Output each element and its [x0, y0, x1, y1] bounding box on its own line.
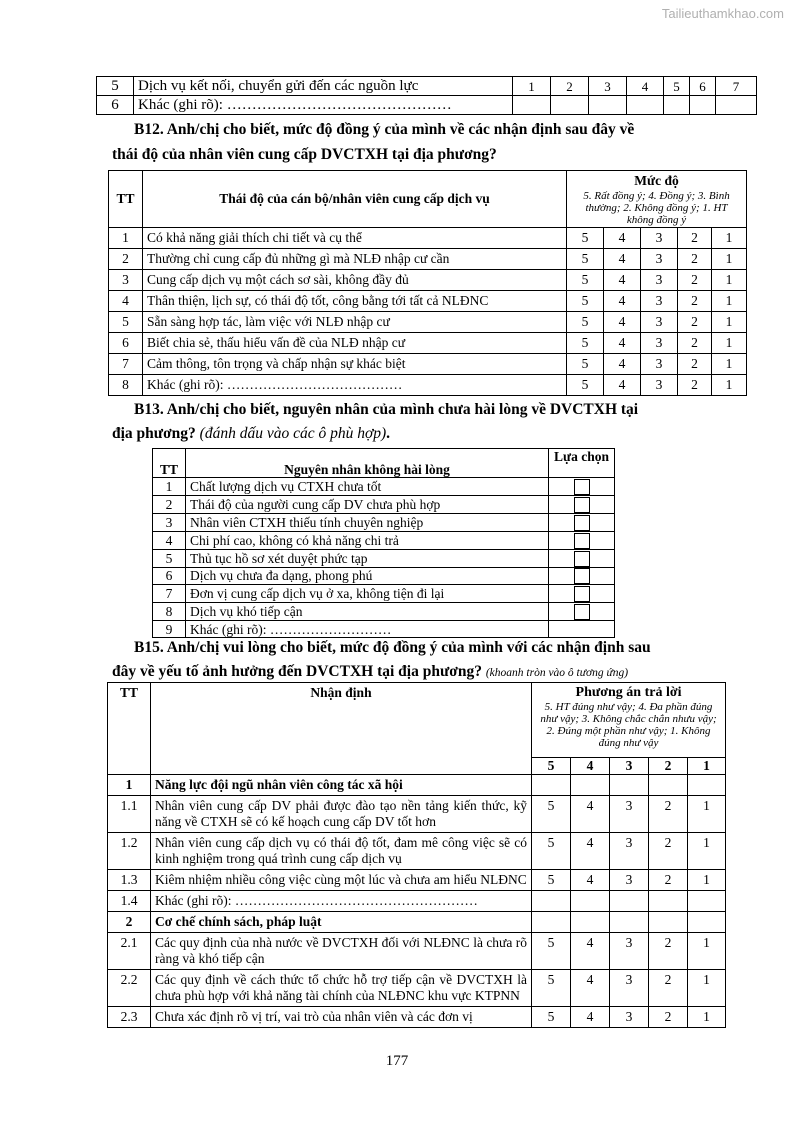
choice-cell [549, 567, 615, 585]
row-number: 7 [153, 585, 186, 603]
rating-option[interactable]: 5 [532, 933, 571, 970]
rating-option[interactable]: 1 [688, 933, 726, 970]
rating-option[interactable]: 2 [678, 333, 712, 354]
rating-option[interactable]: 4 [604, 333, 641, 354]
rating-option[interactable]: 4 [604, 249, 641, 270]
rating-option [571, 775, 610, 796]
row-reason: Đơn vị cung cấp dịch vụ ở xa, không tiện đi lại [186, 585, 549, 603]
rating-option[interactable]: 1 [688, 1007, 726, 1028]
rating-option[interactable]: 5 [567, 291, 604, 312]
rating-option[interactable]: 3 [610, 1007, 649, 1028]
rating-option [610, 775, 649, 796]
rating-option[interactable]: 5 [532, 970, 571, 1007]
rating-option [688, 775, 726, 796]
scale-cell[interactable] [513, 96, 551, 115]
row-number: 2.1 [108, 933, 151, 970]
rating-option[interactable]: 5 [567, 270, 604, 291]
rating-option[interactable]: 4 [571, 933, 610, 970]
scale-cell[interactable] [690, 96, 716, 115]
row-statement: Cảm thông, tôn trọng và chấp nhận sự khác biệt [143, 354, 567, 375]
choice-checkbox[interactable] [574, 551, 590, 567]
row-number: 8 [153, 603, 186, 621]
scale-header: 3 [610, 758, 649, 775]
rating-option[interactable]: 3 [641, 375, 678, 396]
b12-row [109, 312, 747, 333]
rating-option[interactable]: 5 [567, 375, 604, 396]
rating-option[interactable]: 5 [567, 333, 604, 354]
row-reason: Dịch vụ chưa đa dạng, phong phú [186, 567, 549, 585]
b12-level-title: Mức độ [634, 173, 679, 188]
b12-row [109, 375, 747, 396]
b15-row [108, 933, 726, 970]
choice-checkbox[interactable] [574, 497, 590, 513]
choice-cell [549, 513, 615, 531]
b15-title-line2: đây về yếu tố ảnh hưởng đến DVCTXH tại địa phương? (khoanh tròn vào ô tương ứng) [112, 663, 629, 680]
rating-option[interactable]: 5 [567, 312, 604, 333]
b13-row [153, 585, 615, 603]
row-number: 5 [109, 312, 143, 333]
rating-option[interactable]: 1 [712, 291, 747, 312]
b12-title: B12. Anh/chị cho biết, mức độ đồng ý của mình về các nhận định sau đây về [134, 121, 635, 138]
choice-checkbox[interactable] [574, 568, 590, 584]
scale-cell[interactable]: 1 [513, 77, 551, 96]
rating-option [532, 912, 571, 933]
scale-header: 1 [688, 758, 726, 775]
row-reason: Khác (ghi rõ): ……………………… [186, 621, 549, 638]
row-number: 8 [109, 375, 143, 396]
row-reason: Nhân viên CTXH thiếu tính chuyên nghiệp [186, 513, 549, 531]
rating-option[interactable]: 2 [678, 228, 712, 249]
b12-row [109, 291, 747, 312]
b13-row [153, 603, 615, 621]
row-statement: Biết chia sẻ, thấu hiểu vấn đề của NLĐ nhập cư [143, 333, 567, 354]
rating-option[interactable]: 4 [604, 270, 641, 291]
row-number: 6 [153, 567, 186, 585]
rating-option [649, 775, 688, 796]
row-reason: Chất lượng dịch vụ CTXH chưa tốt [186, 478, 549, 496]
choice-cell [549, 549, 615, 567]
rating-option [571, 912, 610, 933]
top-table-row [97, 96, 757, 115]
rating-option[interactable]: 2 [678, 354, 712, 375]
rating-option[interactable]: 3 [641, 270, 678, 291]
rating-option[interactable]: 4 [604, 375, 641, 396]
b15-header-statement: Nhận định [151, 683, 532, 775]
row-text: Dịch vụ kết nối, chuyển gửi đến các nguồn lực [134, 77, 513, 96]
row-reason: Thái độ của người cung cấp DV chưa phù hợp [186, 495, 549, 513]
rating-option[interactable]: 1 [712, 333, 747, 354]
row-statement: Khác (ghi rõ): ………………………………… [143, 375, 567, 396]
rating-option[interactable]: 2 [678, 291, 712, 312]
rating-option[interactable]: 1 [688, 796, 726, 833]
row-number: 1.3 [108, 870, 151, 891]
b15-row [108, 870, 726, 891]
choice-checkbox[interactable] [574, 479, 590, 495]
row-number: 2 [108, 912, 151, 933]
rating-option[interactable]: 3 [610, 870, 649, 891]
rating-option[interactable]: 4 [571, 833, 610, 870]
b13-header-reason: Nguyên nhân không hài lòng [186, 449, 549, 478]
row-number: 6 [97, 96, 134, 115]
rating-option [532, 891, 571, 912]
b12-row [109, 354, 747, 375]
row-statement: Cung cấp dịch vụ một cách sơ sài, không đầy đủ [143, 270, 567, 291]
rating-option[interactable]: 3 [610, 970, 649, 1007]
row-statement: Nhân viên cung cấp DV phải được đào tạo nền tảng kiến thức, kỹ năng về CTXH sẽ có kế hoạch cung cấp DV tốt hơn [151, 796, 532, 833]
row-number: 4 [109, 291, 143, 312]
rating-option[interactable]: 1 [712, 228, 747, 249]
top-table-row [97, 77, 757, 96]
rating-option[interactable]: 3 [641, 249, 678, 270]
rating-option[interactable]: 3 [610, 933, 649, 970]
choice-cell [549, 585, 615, 603]
scale-header: 5 [532, 758, 571, 775]
rating-option[interactable]: 1 [688, 833, 726, 870]
row-number: 9 [153, 621, 186, 638]
row-number: 1 [108, 775, 151, 796]
choice-checkbox[interactable] [574, 515, 590, 531]
b12-table [108, 170, 747, 396]
b15-row [108, 833, 726, 870]
rating-option[interactable]: 4 [604, 291, 641, 312]
row-reason: Thủ tục hồ sơ xét duyệt phức tạp [186, 549, 549, 567]
row-reason: Dịch vụ khó tiếp cận [186, 603, 549, 621]
row-number: 1 [109, 228, 143, 249]
row-number: 2.2 [108, 970, 151, 1007]
scale-cell[interactable]: 6 [690, 77, 716, 96]
row-number: 3 [109, 270, 143, 291]
rating-option[interactable]: 4 [604, 354, 641, 375]
scale-cell[interactable]: 5 [664, 77, 690, 96]
row-number: 7 [109, 354, 143, 375]
rating-option[interactable]: 1 [712, 270, 747, 291]
rating-option[interactable]: 2 [649, 970, 688, 1007]
b15-row [108, 796, 726, 833]
rating-option[interactable]: 1 [712, 375, 747, 396]
rating-option[interactable]: 1 [688, 970, 726, 1007]
rating-option[interactable]: 5 [567, 354, 604, 375]
rating-option[interactable]: 2 [678, 270, 712, 291]
rating-option [688, 912, 726, 933]
rating-option[interactable]: 4 [571, 1007, 610, 1028]
b12-level-legend: 5. Rất đồng ý; 4. Đồng ý; 3. Bình thường; 2. Không đồng ý; 1. HT không đồng ý [583, 190, 730, 226]
page-number: 177 [385, 1053, 409, 1069]
rating-option [610, 912, 649, 933]
b13-row [153, 495, 615, 513]
b15-answer-title: Phương án trả lời [575, 685, 682, 700]
b13-row [153, 531, 615, 549]
top-table [96, 76, 757, 115]
b13-title: B13. Anh/chị cho biết, nguyên nhân của mình chưa hài lòng về DVCTXH tại [134, 401, 639, 418]
scale-cell[interactable] [716, 96, 757, 115]
rating-option[interactable]: 1 [712, 312, 747, 333]
rating-option [571, 891, 610, 912]
rating-option[interactable]: 3 [641, 354, 678, 375]
scale-cell[interactable] [551, 96, 589, 115]
scale-header: 4 [571, 758, 610, 775]
choice-checkbox[interactable] [574, 586, 590, 602]
b12-row [109, 333, 747, 354]
rating-option[interactable]: 4 [604, 228, 641, 249]
scale-cell[interactable] [627, 96, 664, 115]
row-statement: Các quy định của nhà nước về DVCTXH đối với NLĐNC là chưa rõ ràng và khó tiếp cận [151, 933, 532, 970]
rating-option[interactable]: 1 [712, 249, 747, 270]
rating-option [532, 775, 571, 796]
choice-cell [549, 478, 615, 496]
b13-header-choice: Lựa chọn [549, 449, 615, 478]
row-statement: Nhân viên cung cấp dịch vụ có thái độ tốt, đam mê công việc sẽ có kinh nghiệm trong quá trình cung cấp dịch vụ [151, 833, 532, 870]
row-number: 5 [153, 549, 186, 567]
rating-option[interactable]: 4 [571, 970, 610, 1007]
row-reason: Chi phí cao, không có khả năng chi trả [186, 531, 549, 549]
rating-option [610, 891, 649, 912]
rating-option[interactable]: 2 [649, 870, 688, 891]
row-statement: Các quy định về cách thức tổ chức hỗ trợ tiếp cận về DVCTXH là chưa phù hợp với khả năng tài chính của NLĐNC khu vực KTPNN [151, 970, 532, 1007]
rating-option[interactable]: 3 [641, 333, 678, 354]
row-statement: Năng lực đội ngũ nhân viên công tác xã hội [151, 775, 532, 796]
row-statement: Thân thiện, lịch sự, có thái độ tốt, công bằng tới tất cả NLĐNC [143, 291, 567, 312]
row-number: 1.4 [108, 891, 151, 912]
b15-header-tt: TT [108, 683, 151, 775]
choice-checkbox[interactable] [574, 604, 590, 620]
scale-cell[interactable]: 7 [716, 77, 757, 96]
choice-checkbox[interactable] [574, 533, 590, 549]
b15-title: B15. Anh/chị vui lòng cho biết, mức độ đồng ý của mình với các nhận định sau [134, 639, 651, 656]
row-statement: Chưa xác định rõ vị trí, vai trò của nhân viên và các đơn vị [151, 1007, 532, 1028]
b12-row [109, 249, 747, 270]
b13-row [153, 549, 615, 567]
b15-row [108, 1007, 726, 1028]
rating-option [649, 912, 688, 933]
rating-option[interactable]: 2 [649, 796, 688, 833]
row-number: 6 [109, 333, 143, 354]
rating-option[interactable]: 2 [678, 312, 712, 333]
rating-option[interactable]: 1 [688, 870, 726, 891]
b15-answer-legend: 5. HT đúng như vậy; 4. Đa phần đúng như vậy; 3. Không chắc chắn nhưu vậy; 2. Đúng một phần như vậy; 1. Không đúng như vậy [540, 701, 717, 749]
row-number: 2.3 [108, 1007, 151, 1028]
b12-row [109, 270, 747, 291]
scale-cell[interactable]: 2 [551, 77, 589, 96]
b13-row [153, 567, 615, 585]
rating-option [688, 891, 726, 912]
rating-option[interactable]: 5 [567, 228, 604, 249]
row-number: 4 [153, 531, 186, 549]
scale-cell[interactable]: 4 [627, 77, 664, 96]
b13-title-line2: địa phương? (đánh dấu vào các ô phù hợp). [112, 425, 391, 442]
b13-row [153, 513, 615, 531]
rating-option[interactable]: 1 [712, 354, 747, 375]
row-number: 5 [97, 77, 134, 96]
row-statement: Thường chỉ cung cấp đủ những gì mà NLĐ nhập cư cần [143, 249, 567, 270]
scale-header: 2 [649, 758, 688, 775]
b12-title-line2: thái độ của nhân viên cung cấp DVCTXH tại địa phương? [112, 146, 497, 163]
rating-option[interactable]: 4 [571, 796, 610, 833]
rating-option[interactable]: 2 [649, 833, 688, 870]
row-number: 3 [153, 513, 186, 531]
rating-option[interactable]: 3 [610, 833, 649, 870]
b13-table [152, 448, 615, 638]
choice-cell [549, 531, 615, 549]
rating-option[interactable]: 4 [604, 312, 641, 333]
rating-option[interactable]: 2 [649, 1007, 688, 1028]
b15-row [108, 891, 726, 912]
scale-cell[interactable] [664, 96, 690, 115]
scale-cell[interactable]: 3 [589, 77, 627, 96]
row-statement: Khác (ghi rõ): ……………………………………………… [151, 891, 532, 912]
b15-table [107, 682, 726, 1028]
row-number: 1 [153, 478, 186, 496]
row-number: 2 [109, 249, 143, 270]
choice-cell [549, 495, 615, 513]
rating-option[interactable]: 5 [567, 249, 604, 270]
b12-row [109, 228, 747, 249]
rating-option[interactable]: 5 [532, 833, 571, 870]
row-statement: Sẵn sàng hợp tác, làm việc với NLĐ nhập cư [143, 312, 567, 333]
row-statement: Cơ chế chính sách, pháp luật [151, 912, 532, 933]
rating-option[interactable]: 5 [532, 870, 571, 891]
row-text: Khác (ghi rõ): ……………………………………… [134, 96, 513, 115]
b12-header-statement: Thái độ của cán bộ/nhân viên cung cấp dịch vụ [143, 171, 567, 228]
b13-row [153, 478, 615, 496]
rating-option[interactable]: 2 [678, 375, 712, 396]
b13-header-tt: TT [153, 449, 186, 478]
rating-option[interactable]: 3 [610, 796, 649, 833]
rating-option[interactable]: 3 [641, 291, 678, 312]
row-number: 1.2 [108, 833, 151, 870]
rating-option[interactable]: 4 [571, 870, 610, 891]
row-statement: Có khả năng giải thích chi tiết và cụ thể [143, 228, 567, 249]
row-number: 2 [153, 495, 186, 513]
rating-option[interactable]: 2 [678, 249, 712, 270]
rating-option[interactable]: 5 [532, 796, 571, 833]
b15-header-answer [532, 683, 726, 758]
b12-header-tt: TT [109, 171, 143, 228]
row-statement: Kiêm nhiệm nhiều công việc cùng một lúc và chưa am hiểu NLĐNC [151, 870, 532, 891]
rating-option[interactable]: 3 [641, 312, 678, 333]
rating-option[interactable]: 2 [649, 933, 688, 970]
watermark: Tailieuthamkhao.com [661, 6, 784, 21]
rating-option[interactable]: 5 [532, 1007, 571, 1028]
row-number: 1.1 [108, 796, 151, 833]
rating-option [649, 891, 688, 912]
b15-row [108, 970, 726, 1007]
b12-header-level [567, 171, 747, 228]
b15-section-row [108, 912, 726, 933]
choice-cell [549, 603, 615, 621]
scale-cell[interactable] [589, 96, 627, 115]
rating-option[interactable]: 3 [641, 228, 678, 249]
b15-section-row [108, 775, 726, 796]
